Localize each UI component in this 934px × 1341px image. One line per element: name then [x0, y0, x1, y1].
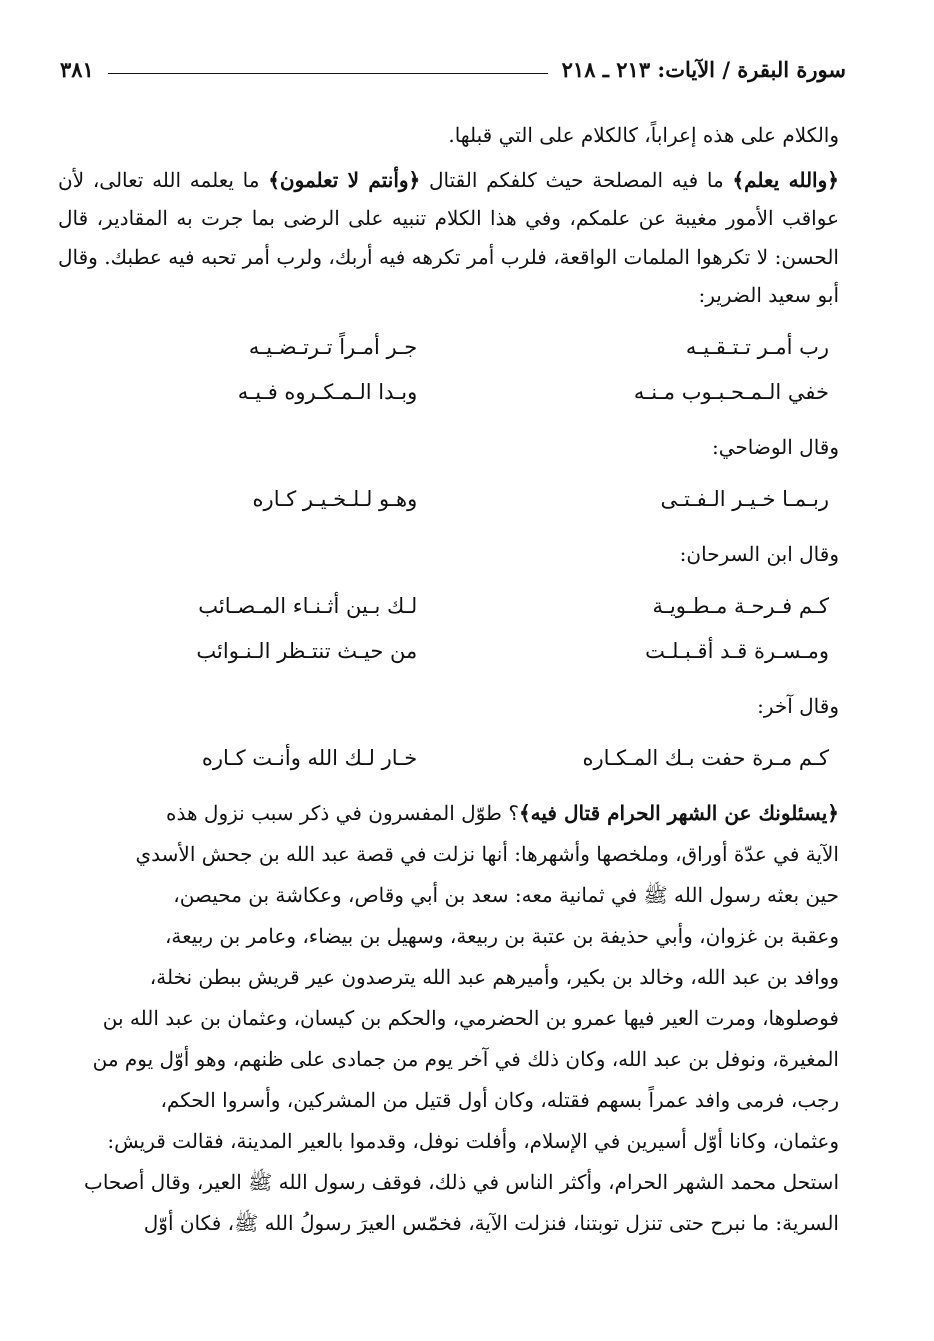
poem-ibn-sarhan: [58, 584, 839, 674]
verse: [58, 325, 839, 370]
header-rule: [108, 73, 548, 74]
verse-first-hemistich: خفي الـمـحـبـوب مـنـه: [633, 380, 829, 404]
paragraph-1: والكلام على هذه إعراباً، كالكلام على التي قبلها.: [448, 123, 839, 147]
verse-second-hemistich: من حيـث تنتـظر الـنـوائب: [196, 639, 418, 663]
paragraph-text: ما يعلمه الله تعالى، لأن عواقب الأمور مغيبة عن علمكم، وفي هذا الكلام تنبيه على الرضى بما جرت به المقادير، قال الحسن: لا تكرهوا الملمات الواقعة، فلرب أمر تكرهه فيه أربك، ولرب أمر تحبه فيه عطبك. وقال أبو سعيد الضرير:: [58, 167, 839, 307]
poem-abu-said: [58, 325, 839, 415]
text-line-content: ؟ طوّل المفسرون في ذكر سبب نزول هذه: [166, 800, 519, 825]
verse-second-hemistich: وبـدا الـمـكـروه فـيـه: [237, 380, 418, 404]
verse-first-hemistich: ربـمـا خـيـر الـفـتـى: [660, 487, 829, 511]
running-head: [60, 52, 846, 86]
quran-quote: ﴿يسئلونك عن الشهر الحرام قتال فيه﴾: [518, 800, 839, 825]
verse-first-hemistich: كـم فـرحـة مـطـويـة: [652, 594, 829, 618]
poem-wadahi: [58, 477, 839, 522]
page-body: [58, 116, 839, 1244]
text-line: وعقبة بن غزوان، وأبي حذيفة بن عتبة بن ربيعة، وسهيل بن بيضاء، وعامر بن ربيعة،: [164, 923, 839, 948]
text-line: الآية في عدّة أوراق، وملخصها وأشهرها: أنها نزلت في قصة عبد الله بن جحش الأسدي: [135, 841, 839, 866]
verse-second-hemistich: وهـو لـلـخـيـر كـاره: [252, 487, 418, 511]
text-line: السرية: ما نبرح حتى تنزل توبتنا، فنزلت الآية، فخمّس العيرَ رسولُ الله ﷺ، فكان أوّل: [143, 1210, 839, 1235]
quran-quote: ﴿والله يعلم﴾: [732, 167, 839, 192]
verse-first-hemistich: رب أمـر تـتـقـيـه: [685, 335, 829, 359]
verse: [58, 584, 839, 629]
verse-first-hemistich: ومـسـرة قـد أقـبـلـت: [645, 639, 829, 663]
verse-first-hemistich: كـم مـرة حفت بـك المـكـاره: [582, 746, 829, 770]
paragraph-3: [58, 793, 839, 1244]
verse: [58, 629, 839, 674]
paragraph-text: ما فيه المصلحة حيث كلفكم القتال: [420, 167, 733, 192]
poem-intro: وقال ابن السرحان:: [679, 541, 839, 566]
verse-second-hemistich: خـار لـك الله وأنـت كـاره: [201, 746, 418, 770]
page-number: ٣٨١: [60, 56, 94, 82]
poem-intro: وقال آخر:: [757, 693, 839, 718]
poem-intro: وقال الوضاحي:: [711, 434, 839, 459]
text-line: ووافد بن عبد الله، وخالد بن بكير، وأميرهم عبد الله يترصدون عير قريش ببطن نخلة،: [149, 964, 839, 989]
verse-second-hemistich: لـك بـين أثـنـاء المـصـائب: [198, 594, 418, 618]
verse: [58, 477, 839, 522]
verse-second-hemistich: جـر أمـراً تـرتـضـيـه: [248, 335, 418, 359]
verse: [58, 736, 839, 781]
running-head-title: سورة البقرة / الآيات: ٢١٣ ـ ٢١٨: [561, 56, 846, 82]
text-line: وعثمان، وكانا أوّل أسيرين في الإسلام، وأفلت نوفل، وقدموا بالعير المدينة، فقالت قريش:: [107, 1128, 839, 1153]
text-line: استحل محمد الشهر الحرام، وأكثر الناس في ذلك، فوقف رسول الله ﷺ العير، وقال أصحاب: [84, 1169, 839, 1194]
quran-quote: ﴿وأنتم لا تعلمون﴾: [268, 167, 421, 192]
text-line: رجب، فرمى وافد عمراً بسهم فقتله، وكان أول قتيل من المشركين، وأسروا الحكم،: [160, 1087, 839, 1112]
text-line: فوصلوها، ومرت العير فيها عمرو بن الحضرمي، والحكم بن كيسان، وعثمان بن عبد الله بن: [102, 1005, 839, 1030]
poem-other: [58, 736, 839, 781]
text-line: المغيرة، ونوفل بن عبد الله، وكان ذلك في آخر يوم من جمادى على ظنهم، وهو أوّل يوم من: [92, 1046, 839, 1071]
verse: [58, 370, 839, 415]
text-line: [58, 793, 839, 834]
paragraph-2: [58, 161, 839, 315]
text-line: حين بعثه رسول الله ﷺ في ثمانية معه: سعد بن أبي وقاص، وعكاشة بن محيصن،: [173, 882, 839, 907]
